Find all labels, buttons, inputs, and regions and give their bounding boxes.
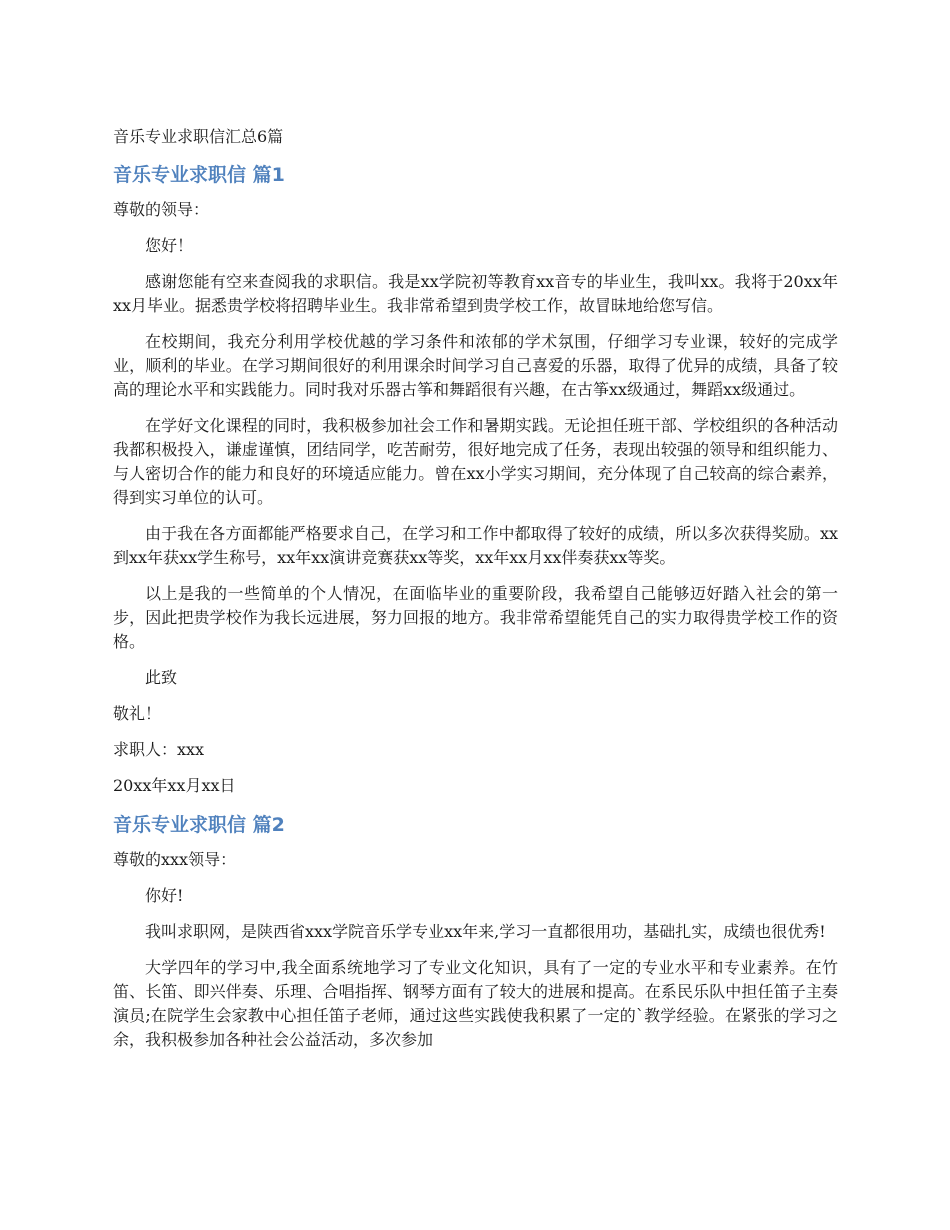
- body-paragraph: 以上是我的一些简单的个人情况，在面临毕业的重要阶段，我希望自己能够迈好踏入社会的第一步，因此把贵学校作为我长远进展，努力回报的地方。我非常希望能凭自己的实力取得贵学校工作的资格。: [113, 584, 838, 651]
- regards: 敬礼！: [113, 704, 162, 723]
- signer: 求职人：xxx: [113, 740, 205, 759]
- document-title: 音乐专业求职信汇总6篇: [113, 127, 284, 146]
- section-heading-1: 音乐专业求职信 篇1: [113, 164, 285, 186]
- document-page: [113, 124, 838, 1064]
- greeting: 您好！: [145, 236, 194, 255]
- body-paragraph: 在校期间，我充分利用学校优越的学习条件和浓郁的学术氛围，仔细学习专业课，较好的完成学业，顺利的毕业。在学习期间很好的利用课余时间学习自己喜爱的乐器，取得了优异的成绩，具备了较高的理论水平和实践能力。同时我对乐器古筝和舞蹈很有兴趣，在古筝xx级通过，舞蹈xx级通过。: [113, 332, 838, 399]
- closing: 此致: [145, 668, 178, 687]
- greeting: 你好!: [145, 886, 184, 905]
- salutation: 尊敬的领导：: [113, 200, 210, 219]
- body-paragraph: 在学好文化课程的同时，我积极参加社会工作和暑期实践。无论担任班干部、学校组织的各种活动我都积极投入，谦虚谨慎，团结同学，吃苦耐劳，很好地完成了任务，表现出较强的领导和组织能力、与人密切合作的能力和良好的环境适应能力。曾在xx小学实习期间，充分体现了自己较高的综合素养，得到实习单位的认可。: [113, 416, 838, 507]
- body-paragraph: 由于我在各方面都能严格要求自己，在学习和工作中都取得了较好的成绩，所以多次获得奖励。xx到xx年获xx学生称号，xx年xx演讲竞赛获xx等奖，xx年xx月xx伴奏获xx等奖。: [113, 524, 838, 567]
- date: 20xx年xx月xx日: [113, 776, 236, 795]
- salutation: 尊敬的xxx领导：: [113, 850, 237, 869]
- body-paragraph: 感谢您能有空来查阅我的求职信。我是xx学院初等教育xx音专的毕业生，我叫xx。我将于20xx年xx月毕业。据悉贵学校将招聘毕业生。我非常希望到贵学校工作，故冒昧地给您写信。: [113, 272, 838, 315]
- section-heading-2: 音乐专业求职信 篇2: [113, 814, 285, 836]
- body-paragraph: 大学四年的学习中,我全面系统地学习了专业文化知识，具有了一定的专业水平和专业素养。在竹笛、长笛、即兴伴奏、乐理、合唱指挥、钢琴方面有了较大的进展和提高。在系民乐队中担任笛子主奏演员;在院学生会家教中心担任笛子老师，通过这些实践使我积累了一定的`教学经验。在紧张的学习之余，我积极参加各种社会公益活动，多次参加: [113, 958, 838, 1049]
- body-paragraph: 我叫求职网，是陕西省xxx学院音乐学专业xx年来,学习一直都很用功，基础扎实，成绩也很优秀!: [145, 922, 826, 941]
